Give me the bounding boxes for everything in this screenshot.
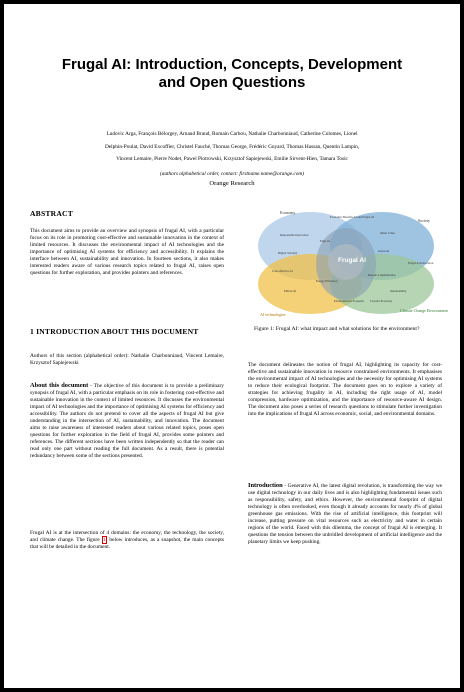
abstract-body: This document aims to provide an overview and synopsis of frugal AI, with a particular focus on its role in promoting cost-effective and sustainable innovation in the context of limited resources. It discusses the environmental impact of AI technologies and the importance of optimising AI systems for efficiency and accessibility. It explains the interface between AI, sustainability and innovation. In fourteen sections, it also makes interested readers aware of various research topics related to frugal AI, raises open questions for further exploration, and provides pointers and references. (30, 228, 224, 277)
author: Pawel Piotrowski, (183, 156, 223, 163)
about-heading: About this document (30, 382, 89, 389)
author: Vincent Lemaire, (116, 156, 153, 163)
economy-label: Economy (280, 210, 296, 215)
author: Krzysztof Sapiejewski, (223, 156, 273, 163)
introduction-text: - Generative AI, the latest digital revolution, is transforming the way we use digital technology in our daily lives and is also highlighting fundamental issues such as responsibility, safety, and ethics. However, the environmental footprint of digital technology is often overlooked, even though it already accounts for nearly 4% of global greenhouse gas emissions. With the rise of artificial intelligence, this footprint will increase, putting pressure on vital resources such as electricity and water in certain regions of the world. Faced with this dilemma, the concept of frugal AI is emerging. It questions the tension between the unbridled development of artificial intelligence and the planetary limits we keep pushing. (248, 483, 442, 546)
concept-label: Sustainability (390, 289, 407, 293)
figure-reference-link[interactable]: 1 (103, 537, 106, 544)
figure-1-caption: Figure 1: Frugal AI: what impact and what solutions for the environment? (254, 326, 420, 332)
concept-label: Digital Sobriety (278, 251, 298, 255)
introduction-heading: Introduction (248, 482, 283, 489)
section-1-heading (30, 328, 224, 337)
author: Thomas Hassan, (286, 143, 322, 150)
authors-note: (authors alphabetical order, contact: firstname.name@orange.com) (160, 171, 304, 177)
concept-label: Resource Optimisation (368, 273, 396, 277)
paper-page (4, 4, 460, 688)
concept-label: Ethical AI (284, 289, 297, 293)
introduction-paragraph (248, 482, 442, 546)
climate-label: Climate Change Environment (400, 308, 448, 313)
author: Nathalie Charbonniaud, (248, 131, 299, 137)
title-line-1: Frugal AI: Introduction, Concepts, Development (61, 56, 403, 73)
author: David Excoffier, (139, 143, 176, 150)
para2-after: below introduces, as a snapshot, the main concepts that will be detailed in the document. (30, 537, 224, 551)
concept-label: Green AI (378, 249, 390, 253)
ai-technologies-label: AI technologies (260, 312, 286, 317)
author: Arnaud Braud, (179, 131, 211, 137)
abstract-heading-text: ABSTRACT (30, 209, 73, 218)
frugal-ai-venn-diagram (250, 204, 448, 324)
about-paragraph (30, 382, 224, 461)
concept-label: Environmental Footprint (334, 299, 364, 303)
author: Lionel (343, 131, 358, 137)
concept-label: Cost-effective AI (272, 269, 293, 273)
author: Thomas George, (212, 143, 248, 150)
section-1-heading-text: 1 INTRODUCTION ABOUT THIS DOCUMENT (30, 327, 199, 336)
title-line-2: and Open Questions (158, 74, 306, 91)
section-1-authors: Authors of this section (alphabetical order): Nathalie Charbonniaud, Vincent Lemaire, Krzysztof Sapiejewski (30, 353, 224, 367)
concept-label: Energy Efficiency (316, 279, 338, 283)
author: Pierre Nodet, (154, 156, 183, 163)
concept-label: Economic Benefits AI and Frugal AI (330, 215, 375, 219)
affiliation: Orange Research (209, 180, 255, 187)
frugal-ai-center-label: Frugal AI (338, 257, 366, 264)
about-text: - The objective of this document is to provide a preliminary synopsis of frugal AI, with a particular emphasis on its role in fostering cost-effective and sustainable innovation in the context of limited resources. It discusses the environmental impact of AI technologies and the importance of optimising AI systems for efficiency and accessibility. The authors do not pretend to cover all the aspects of frugal AI but give understanding in the intersection of AI, sustainability, and innovation. The document aims to raise awareness of interested readers about various related topics, poses open questions for further exploration in the field of frugal AI, provides some pointers and references. The different sections have been written independently so that the reader can read only one part without reading the full document. As a result, there is potential redundancy between some of the sections presented. (30, 383, 225, 460)
para2-before: Frugal AI is at the intersection of 4 domains: the economy, the technology, the society, and climate change. The figure (30, 530, 224, 544)
author-list (26, 128, 438, 166)
author: Christel Fauché, (176, 143, 212, 150)
author: Romain Carbou, (212, 131, 248, 137)
author: Delphin-Poulat, (104, 143, 139, 150)
author: Quentin Lampin, (322, 143, 360, 150)
abstract-heading (30, 210, 224, 219)
society-label: Society (418, 218, 430, 223)
concept-label: Smart Cities (380, 231, 395, 235)
concept-label: Responsible Innovation (280, 233, 309, 237)
paper-title (4, 56, 460, 92)
author: Tamara Tosic (319, 156, 348, 163)
frugal-paragraph (30, 530, 224, 551)
author: Frédéric Guyard, (249, 143, 286, 150)
author: Emilie Sirvent-Hien, (274, 156, 319, 163)
concept-label: Circular Economy (370, 299, 393, 303)
author: Catherine Colomes, (300, 131, 343, 137)
author: Ludovic Arga, (106, 131, 137, 137)
concept-label: Frugal AI Innovation (408, 261, 434, 265)
author: François Bélorgey, (138, 131, 179, 137)
concept-label: Edge AI (320, 239, 330, 243)
right-paragraph-1: The document delineates the notion of frugal AI, highlighting its capacity for cost-effective and sustainable innovation in resource constrained environments. It emphasises the environmental impact of AI technologies and the necessity for optimising AI systems to reduce their ecological footprint. The document goes on to explore a variety of strategies for achieving frugality in AI, including the right usage of AI, model compression, hardware optimization, and the importance of resource-aware AI design. The document also poses a series of research questions to stimulate further investigation into the implications of frugal AI across economic, social, and environmental domains. (248, 362, 442, 418)
